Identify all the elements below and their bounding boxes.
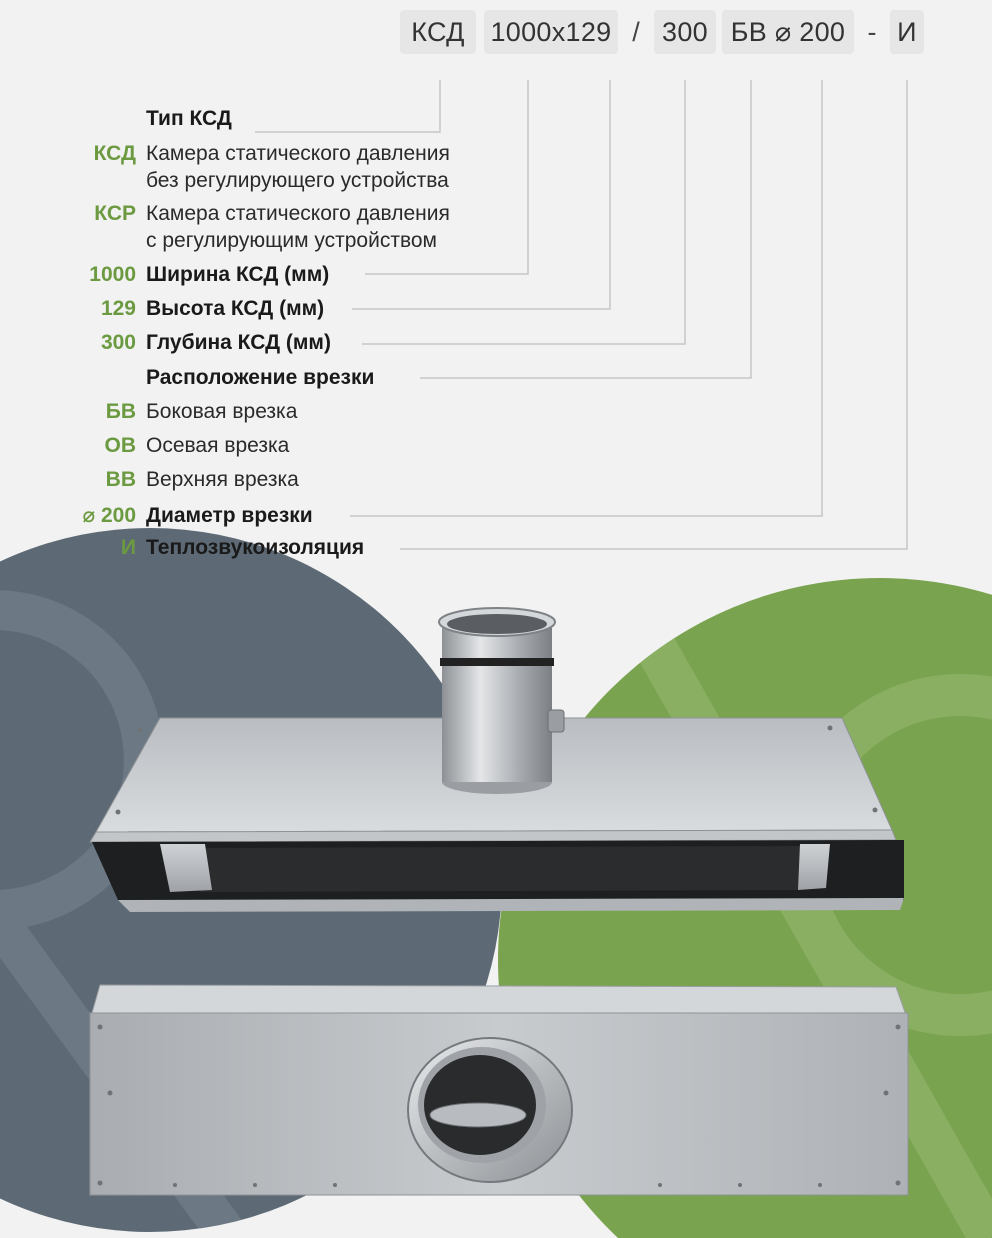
type-ksd-line2: без регулирующего устройства — [146, 169, 449, 192]
inlet-cylinder — [442, 622, 552, 782]
type-key-ksr: КСР — [94, 202, 136, 225]
pos-top-text: Верхняя врезка — [146, 468, 299, 491]
legend-type-ksr — [0, 199, 992, 229]
pos-axial-key: ОВ — [104, 434, 136, 457]
type-heading: Тип КСД — [146, 107, 232, 130]
depth-text: Глубина КСД (мм) — [146, 331, 331, 354]
legend-position-heading — [0, 363, 992, 393]
insulation-foam — [200, 846, 800, 892]
legend-pos-side — [0, 397, 992, 427]
legend-pos-top — [0, 465, 992, 495]
code-slash: / — [632, 17, 640, 47]
height-text: Высота КСД (мм) — [146, 297, 325, 320]
side-chamber-top-edge — [92, 985, 906, 1015]
pos-side-text: Боковая врезка — [146, 400, 298, 423]
position-heading: Расположение врезки — [146, 366, 375, 389]
legend-type-heading — [0, 104, 992, 134]
type-ksr-line1: Камера статического давления — [146, 202, 450, 225]
code-type: КСД — [400, 10, 476, 54]
legend-insulation — [0, 533, 992, 563]
side-inlet-damper — [430, 1103, 526, 1127]
code-size: 1000x129 — [484, 10, 618, 54]
legend-diameter — [0, 501, 992, 531]
width-text: Ширина КСД (мм) — [146, 263, 330, 286]
diameter-key: ⌀ 200 — [82, 504, 136, 527]
depth-key: 300 — [100, 331, 136, 354]
height-key: 129 — [100, 297, 136, 320]
type-ksd-line1: Камера статического давления — [146, 142, 450, 165]
legend-height — [0, 294, 992, 324]
type-key-ksd: КСД — [93, 142, 136, 165]
diameter-text: Диаметр врезки — [146, 504, 313, 527]
inlet-damper-handle — [548, 710, 564, 732]
product-photo-top-inlet — [0, 600, 992, 930]
legend-type-ksd — [0, 139, 992, 169]
inlet-seal — [440, 658, 554, 666]
insulation-key: И — [120, 536, 136, 559]
code-insulation: И — [890, 10, 924, 54]
code-depth: 300 — [654, 10, 716, 54]
pos-side-key: БВ — [105, 400, 136, 423]
chamber-bar-right — [798, 844, 830, 890]
inlet-top-hole — [447, 614, 547, 634]
insulation-text: Теплозвукоизоляция — [146, 536, 365, 559]
legend-width — [0, 260, 992, 290]
legend-depth — [0, 328, 992, 358]
code-inlet: БВ ⌀ 200 — [722, 10, 854, 54]
pos-axial-text: Осевая врезка — [146, 434, 290, 457]
chamber-front-edge — [90, 830, 896, 842]
width-key: 1000 — [89, 263, 136, 286]
product-photo-side-inlet — [0, 975, 992, 1205]
code-dash: - — [867, 17, 877, 47]
type-ksr-line2: с регулирующим устройством — [146, 229, 437, 252]
legend-pos-axial — [0, 431, 992, 461]
pos-top-key: ВВ — [105, 468, 136, 491]
chamber-bottom-edge — [118, 898, 904, 912]
